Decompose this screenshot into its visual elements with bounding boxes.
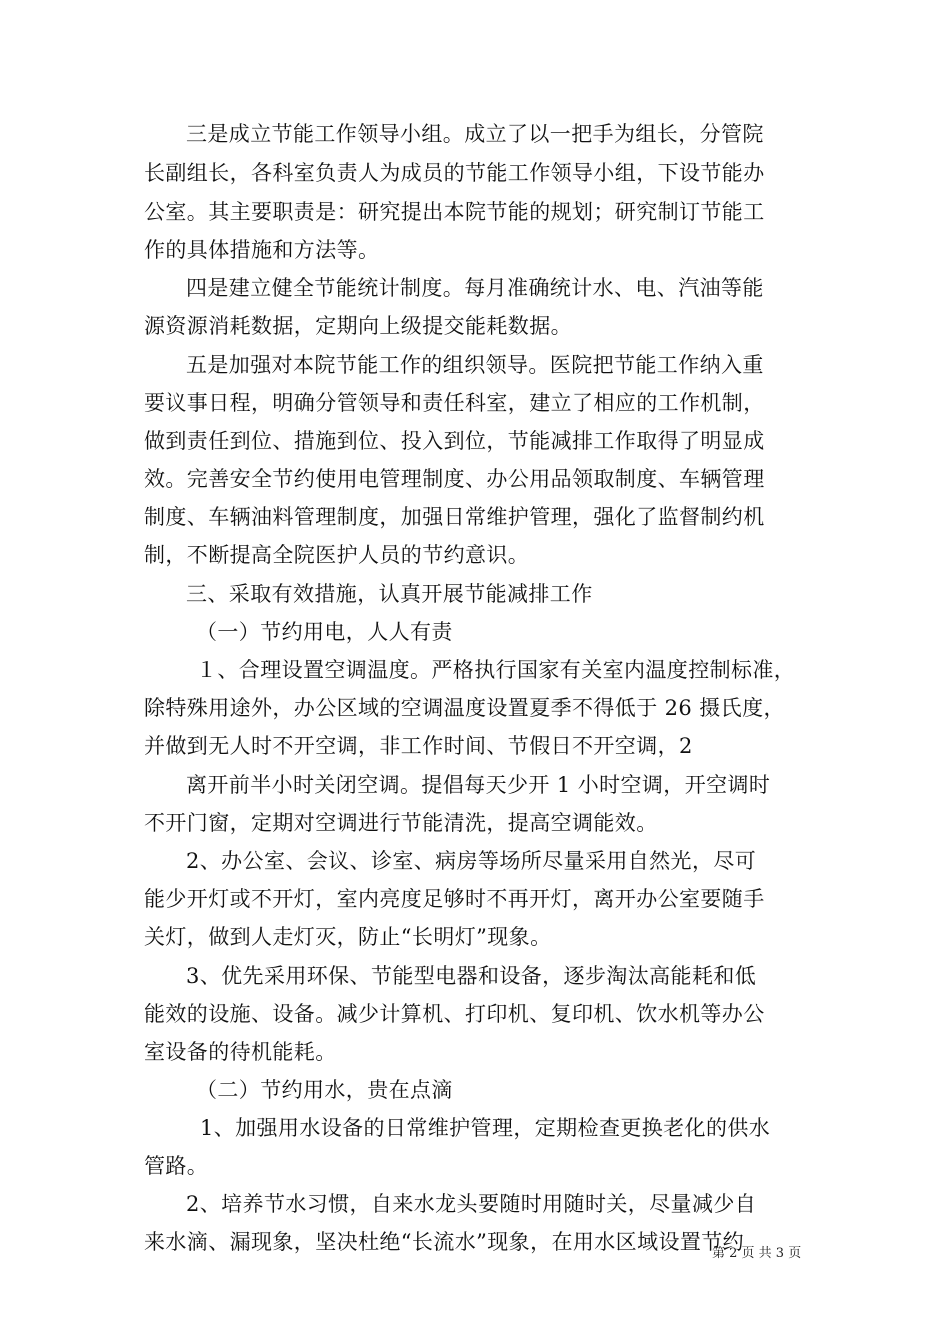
text-line: 并做到无人时不开空调，非工作时间、节假日不开空调，2 [144, 734, 693, 758]
text-line: 离开前半小时关闭空调。提倡每天少开 1 小时空调，开空调时 [186, 773, 771, 797]
text-line: 除特殊用途外，办公区域的空调温度设置夏季不得低于 26 摄氏度， [144, 696, 785, 720]
subsection-heading: （一）节约用电，人人有责 [196, 620, 453, 644]
text-line: 能少开灯或不开灯，室内亮度足够时不再开灯，离开办公室要随手 [144, 887, 765, 911]
subsection-heading: （二）节约用水，贵在点滴 [196, 1078, 453, 1102]
text-line: 四是建立健全节能统计制度。每月准确统计水、电、汽油等能 [186, 276, 764, 300]
page-number: 第 2 页 共 3 页 [712, 1246, 802, 1261]
text-line: 源资源消耗数据，定期向上级提交能耗数据。 [144, 314, 572, 338]
text-line: 1、加强用水设备的日常维护管理，定期检查更换老化的供水 [200, 1116, 771, 1140]
text-line: 做到责任到位、措施到位、投入到位，节能减排工作取得了明显成 [144, 429, 765, 453]
text-line: 长副组长，各科室负责人为成员的节能工作领导小组，下设节能办 [144, 161, 765, 185]
text-line: 制，不断提高全院医护人员的节约意识。 [144, 543, 530, 567]
text-line: 不开门窗，定期对空调进行节能清洗，提高空调能效。 [144, 811, 658, 835]
text-line: 关灯，做到人走灯灭，防止“长明灯”现象。 [144, 925, 552, 949]
text-line: 三是成立节能工作领导小组。成立了以一把手为组长，分管院 [186, 122, 764, 146]
text-line: 管路。 [144, 1154, 209, 1178]
text-line: 作的具体措施和方法等。 [144, 238, 380, 262]
text-line: １、合理设置空调温度。严格执行国家有关室内温度控制标准， [196, 658, 796, 682]
text-line: 3、优先采用环保、节能型电器和设备，逐步淘汰高能耗和低 [186, 964, 757, 988]
section-heading: 三、采取有效措施，认真开展节能减排工作 [186, 582, 593, 606]
text-line: 能效的设施、设备。减少计算机、打印机、复印机、饮水机等办公 [144, 1002, 765, 1026]
text-line: 五是加强对本院节能工作的组织领导。医院把节能工作纳入重 [186, 353, 764, 377]
text-line: 公室。其主要职责是：研究提出本院节能的规划；研究制订节能工 [144, 200, 765, 224]
text-line: 制度、车辆油料管理制度，加强日常维护管理，强化了监督制约机 [144, 505, 765, 529]
text-line: 2、办公室、会议、诊室、病房等场所尽量采用自然光，尽可 [186, 849, 757, 873]
text-line: 室设备的待机能耗。 [144, 1040, 337, 1064]
text-line: 来水滴、漏现象，坚决杜绝“长流水”现象，在用水区域设置节约 [144, 1230, 745, 1254]
text-line: 2、培养节水习惯，自来水龙头要随时用随时关，尽量减少自 [186, 1192, 757, 1216]
text-line: 要议事日程，明确分管领导和责任科室，建立了相应的工作机制， [144, 391, 765, 415]
text-line: 效。完善安全节约使用电管理制度、办公用品领取制度、车辆管理 [144, 467, 765, 491]
